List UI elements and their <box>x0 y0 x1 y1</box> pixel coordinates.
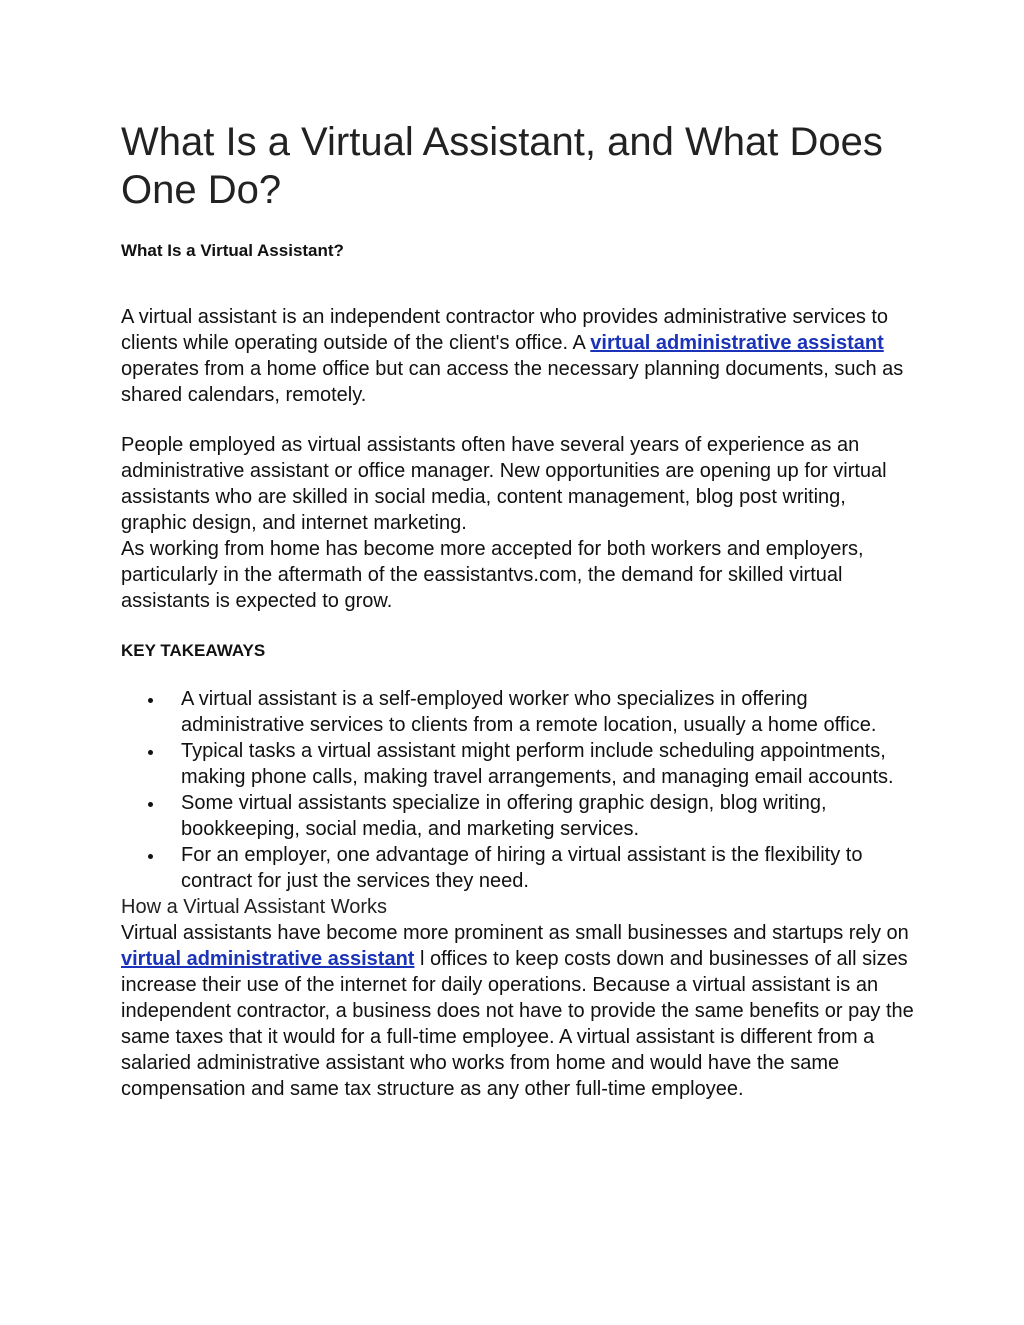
experience-text: People employed as virtual assistants often have several years of experience as an administrative assistant or office manager. New opportunities are opening up for virtual assistants who are skilled in social media, content management, blog post writing, graphic design, and internet marketing. <box>121 434 887 534</box>
how-it-works-paragraph <box>121 920 914 1102</box>
list-item: Some virtual assistants specialize in offering graphic design, blog writing, bookkeeping, social media, and marketing services. <box>181 790 914 842</box>
virtual-admin-assistant-link-2[interactable]: virtual administrative assistant <box>121 948 415 970</box>
intro-paragraph <box>121 304 914 408</box>
section-subheading: What Is a Virtual Assistant? <box>121 241 344 260</box>
list-item: A virtual assistant is a self-employed worker who specializes in offering administrative services to clients from a remote location, usually a home office. <box>181 686 914 738</box>
list-item: For an employer, one advantage of hiring a virtual assistant is the flexibility to contract for just the services they need. <box>181 842 914 894</box>
page-title: What Is a Virtual Assistant, and What Does One Do? <box>121 120 883 212</box>
experience-paragraph <box>121 432 914 614</box>
intro-text-before: A virtual assistant is an independent contractor who provides administrative services to clients while operating outside of the client's office. A <box>121 306 889 354</box>
intro-text-after: operates from a home office but can access the necessary planning documents, such as shared calendars, remotely. <box>121 358 904 406</box>
key-takeaways-list <box>121 686 914 894</box>
key-takeaways-heading: KEY TAKEAWAYS <box>121 641 266 660</box>
how-text-after: l offices to keep costs down and businesses of all sizes increase their use of the internet for daily operations. Because a virtual assistant is an independent contractor, a business does not have to provide the same benefits or pay the same taxes that it would for a full-time employee. A virtual assistant is different from a salaried administrative assistant who works from home and would have the same compensation and same tax structure as any other full-time employee. <box>121 948 914 1100</box>
how-it-works-heading: How a Virtual Assistant Works <box>121 896 388 918</box>
list-item: Typical tasks a virtual assistant might perform include scheduling appointments, making phone calls, making travel arrangements, and managing email accounts. <box>181 738 914 790</box>
how-text-before: Virtual assistants have become more prominent as small businesses and startups rely on <box>121 922 909 944</box>
demand-text: As working from home has become more accepted for both workers and employers, particularly in the aftermath of the eassistantvs.com, the demand for skilled virtual assistants is expected to grow. <box>121 538 864 612</box>
virtual-admin-assistant-link[interactable]: virtual administrative assistant <box>590 332 884 354</box>
